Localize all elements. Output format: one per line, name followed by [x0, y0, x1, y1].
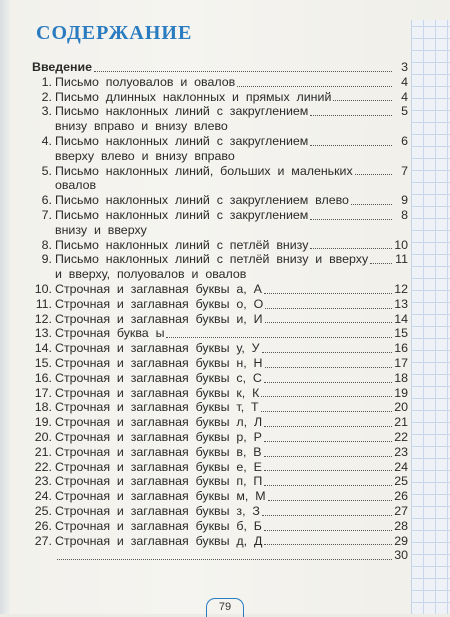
toc-leader-dots	[94, 71, 392, 72]
toc-entry-title: Строчная и заглавная буквы р, Р	[55, 429, 262, 444]
toc-leader-dots	[237, 86, 392, 87]
toc-entry	[30, 445, 408, 460]
toc-number: 22.	[34, 459, 52, 474]
toc-number: 17.	[34, 385, 52, 400]
toc-page-number: 12	[394, 281, 408, 296]
toc-entry	[30, 238, 408, 253]
toc-number: 20.	[34, 429, 52, 444]
toc-entry	[30, 297, 408, 312]
toc-page-number: 21	[394, 415, 408, 430]
toc-number: 11.	[35, 296, 52, 311]
toc-number: 3.	[41, 104, 52, 119]
toc-number: 8.	[41, 237, 52, 252]
toc-page-number: 3	[401, 60, 408, 74]
page-spine	[0, 0, 10, 614]
toc-entry	[30, 371, 408, 386]
toc-entry-title: Строчная и заглавная буквы о, О	[55, 296, 264, 311]
toc-page-number: 9	[401, 193, 408, 208]
toc-page-number: 4	[401, 74, 408, 89]
toc-leader-dots	[261, 411, 392, 412]
toc-leader-dots	[310, 219, 392, 220]
toc-entry-title: Строчная и заглавная буквы з, З	[55, 503, 260, 518]
toc-leader-dots	[261, 396, 392, 397]
toc-page-number: 10	[394, 237, 408, 252]
toc-number: 19.	[34, 415, 52, 430]
toc-number: 1.	[41, 74, 52, 89]
toc-entry	[30, 90, 408, 105]
toc-number: 5.	[41, 163, 52, 178]
toc-leader-dots	[310, 248, 392, 249]
toc-page-number: 8	[401, 207, 408, 222]
toc-number: 24.	[34, 489, 52, 504]
toc-entry-title: Письмо наклонных линий с закруглением влево	[55, 193, 349, 208]
toc-number: 18.	[34, 400, 52, 415]
toc-number: 21.	[34, 444, 52, 459]
toc-page-number: 27	[394, 503, 408, 518]
toc-entry-title: внизу и вверху	[55, 222, 147, 237]
toc-entry	[30, 504, 408, 519]
toc-leader-dots	[310, 115, 392, 116]
toc-entry	[30, 193, 408, 208]
toc-number: 2.	[41, 89, 52, 104]
page-number-footer: 79	[206, 598, 244, 617]
toc-entry	[30, 400, 408, 415]
toc-entry	[30, 75, 408, 90]
toc-leader-dots	[264, 485, 392, 486]
toc-entry-title: Письмо наклонных линий с закруглением	[55, 104, 309, 119]
toc-number: 23.	[34, 474, 52, 489]
toc-leader-dots	[264, 456, 392, 457]
toc-number: 12.	[34, 311, 52, 326]
toc-number: 26.	[34, 518, 52, 533]
toc-leader-dots	[264, 293, 392, 294]
toc-entry	[30, 341, 408, 356]
toc-number: 27.	[34, 533, 52, 548]
toc-entry-title: Строчная и заглавная буквы и, И	[55, 311, 263, 326]
toc-page-number: 6	[401, 133, 408, 148]
toc-leader-dots	[265, 322, 392, 323]
toc-entry-title: Письмо наклонных линий с петлёй внизу и вверху	[55, 252, 369, 267]
toc-entry-title: вверху влево и внизу вправо	[55, 148, 235, 163]
toc-page-number: 4	[401, 89, 408, 104]
toc-entry-title: Строчная буква ы	[55, 326, 165, 341]
toc-entry	[30, 312, 408, 327]
toc-intro-label: Введение	[32, 60, 93, 74]
toc-entry-title: Строчная и заглавная буквы м, М	[55, 489, 266, 504]
toc-number: 9.	[41, 252, 52, 267]
toc-number: 6.	[41, 193, 52, 208]
toc-page-number: 24	[394, 459, 408, 474]
toc-page-number: 7	[401, 163, 408, 178]
toc-leader-dots	[262, 515, 392, 516]
toc-entry	[30, 178, 408, 193]
toc-entry	[30, 534, 408, 549]
toc-leader-dots	[264, 441, 392, 442]
toc-entry	[30, 164, 408, 179]
toc-entry	[30, 415, 408, 430]
toc-leader-dots	[264, 544, 392, 545]
toc-entry	[30, 356, 408, 371]
toc-leader-dots	[265, 308, 392, 309]
toc-entry	[30, 252, 408, 267]
toc-entry	[30, 326, 408, 341]
toc-page-number: 11	[395, 252, 408, 267]
toc-entry-title: Письмо наклонных линий с закруглением	[55, 133, 309, 148]
toc-entry-title: Письмо полуовалов и овалов	[55, 74, 236, 89]
toc-entry-title: Письмо наклонных линий с закруглением	[55, 207, 309, 222]
toc-page-number: 17	[394, 355, 408, 370]
toc-entry	[30, 386, 408, 401]
table-of-contents	[30, 60, 408, 563]
toc-page-number: 29	[394, 533, 408, 548]
toc-page-number: 15	[394, 326, 408, 341]
toc-page-number: 5	[401, 104, 408, 119]
toc-entry-title: Строчная и заглавная буквы б, Б	[55, 518, 262, 533]
toc-entry	[30, 223, 408, 238]
toc-leader-dots	[262, 352, 392, 353]
toc-leader-dots	[370, 263, 392, 264]
toc-entry	[30, 119, 408, 134]
toc-entry	[30, 519, 408, 534]
toc-leader-dots	[310, 145, 392, 146]
toc-entry-title: Строчная и заглавная буквы т, Т	[55, 400, 259, 415]
toc-leader-dots	[355, 174, 392, 175]
toc-entry	[30, 104, 408, 119]
toc-leader-dots	[264, 382, 392, 383]
toc-entry-title: Строчная и заглавная буквы н, Н	[55, 355, 263, 370]
toc-page-number: 14	[394, 311, 408, 326]
toc-entry-title: Строчная и заглавная буквы у, У	[55, 341, 260, 356]
toc-entry-title: Письмо наклонных линий, больших и маленьких	[55, 163, 353, 178]
toc-entry	[30, 430, 408, 445]
toc-entry	[30, 149, 408, 164]
toc-page-number: 16	[394, 341, 408, 356]
toc-leader-dots	[57, 559, 392, 560]
toc-leader-dots	[351, 204, 392, 205]
toc-number: 15.	[34, 355, 52, 370]
toc-leader-dots	[333, 100, 392, 101]
toc-page-number: 26	[394, 489, 408, 504]
toc-leader-dots	[264, 426, 392, 427]
toc-entry	[30, 208, 408, 223]
toc-leader-dots	[268, 500, 392, 501]
toc-entry-title: Строчная и заглавная буквы л, Л	[55, 415, 263, 430]
toc-entry-title: Строчная и заглавная буквы а, А	[55, 281, 262, 296]
toc-entry	[30, 267, 408, 282]
toc-leader-dots	[265, 367, 392, 368]
toc-page-number: 30	[394, 548, 408, 563]
page-title: СОДЕРЖАНИЕ	[36, 22, 193, 44]
toc-entry	[30, 548, 408, 563]
toc-entry-title: Строчная и заглавная буквы п, П	[55, 474, 263, 489]
toc-leader-dots	[264, 530, 392, 531]
toc-number: 13.	[34, 326, 52, 341]
toc-page-number: 19	[394, 385, 408, 400]
toc-entry	[30, 460, 408, 475]
toc-entry	[30, 282, 408, 297]
toc-number: 4.	[41, 133, 52, 148]
toc-entry-title: овалов	[55, 178, 97, 193]
toc-intro-row	[30, 60, 408, 75]
toc-entry-title: внизу вправо и внизу влево	[55, 119, 228, 134]
toc-page-number: 22	[394, 429, 408, 444]
toc-entry-title: и вверху, полуовалов и овалов	[55, 267, 247, 282]
toc-page-number: 13	[394, 296, 408, 311]
toc-number: 10.	[34, 281, 52, 296]
toc-number: 7.	[41, 207, 52, 222]
toc-leader-dots	[264, 470, 392, 471]
toc-entry-title: Строчная и заглавная буквы е, Е	[55, 459, 262, 474]
toc-entry-title: Письмо наклонных линий с петлёй внизу	[55, 237, 309, 252]
decorative-grid-margin	[411, 20, 450, 614]
toc-entry-title: Строчная и заглавная буквы к, К	[55, 385, 260, 400]
toc-entry	[30, 489, 408, 504]
toc-page-number: 25	[394, 474, 408, 489]
toc-page-number: 28	[394, 518, 408, 533]
toc-entry-title: Строчная и заглавная буквы д, Д	[55, 533, 263, 548]
toc-number: 25.	[34, 503, 52, 518]
toc-number: 14.	[34, 341, 52, 356]
toc-leader-dots	[166, 337, 392, 338]
toc-page-number: 23	[394, 444, 408, 459]
toc-page-number: 20	[394, 400, 408, 415]
toc-entry	[30, 134, 408, 149]
toc-entry-title: Строчная и заглавная буквы с, С	[55, 370, 262, 385]
toc-entry-title: Письмо длинных наклонных и прямых линий	[55, 89, 332, 104]
toc-number: 16.	[34, 370, 52, 385]
toc-page-number: 18	[394, 370, 408, 385]
toc-entry-title: Строчная и заглавная буквы в, В	[55, 444, 262, 459]
toc-entry	[30, 474, 408, 489]
